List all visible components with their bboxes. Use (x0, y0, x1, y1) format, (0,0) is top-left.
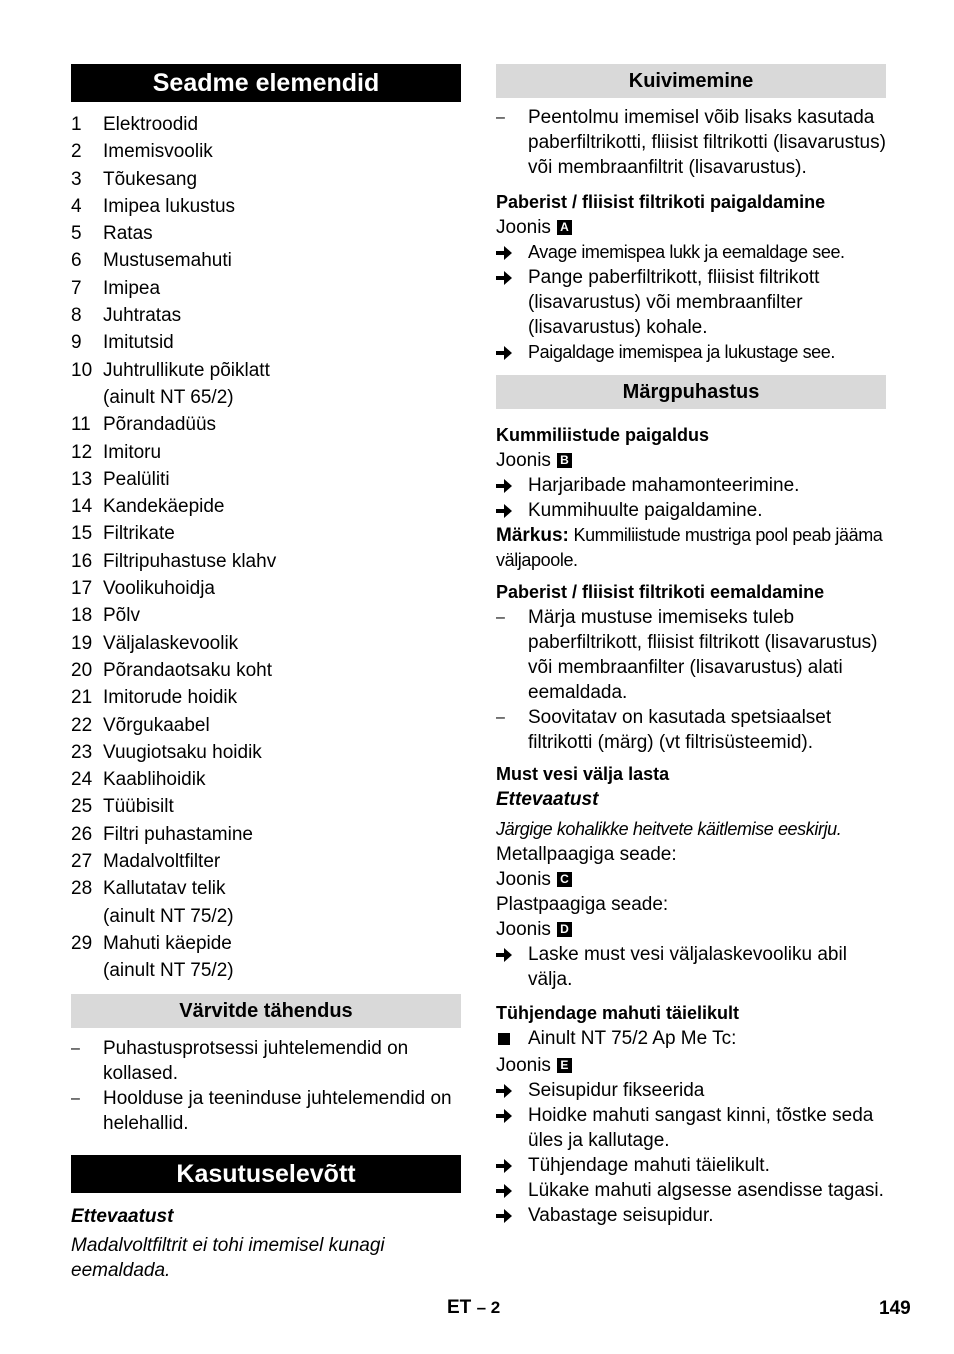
footer-section: – 2 (476, 1298, 501, 1317)
caution-text-right: Järgige kohalikke heitvete käitlemise eeskirju. (496, 819, 842, 839)
heading-dry-vacuuming: Kuivimemine (496, 64, 886, 98)
item-text: Juhtrullikute põiklatt (103, 359, 270, 381)
figure-ref-c (496, 867, 886, 892)
footer-language (447, 1297, 500, 1319)
item-number: 4 (71, 195, 82, 217)
heading-wet-cleaning: Märgpuhastus (496, 375, 886, 409)
list-item (71, 111, 461, 138)
dash-mark: – (496, 109, 505, 126)
subheading-remove-filter: Paberist / fliisist filtrikoti eemaldamine (496, 582, 825, 602)
item-number: 21 (71, 687, 93, 709)
item-number (71, 957, 103, 984)
list-item (71, 875, 461, 902)
dash-text: Märja mustuse imemiseks tuleb paberfiltrikott, fliisist filtrikott (lisavarustus) või membraanfilter (lisavarustus) alati eemaldada. (528, 607, 878, 703)
item-number: 1 (71, 114, 82, 135)
step-text: Hoidke mahuti sangast kinni, tõstke seda üles ja kallutage. (528, 1105, 874, 1151)
step-item (496, 240, 886, 265)
dash-mark: – (496, 709, 505, 726)
list-item (71, 575, 461, 602)
arrow-right-icon (496, 1103, 528, 1153)
list-item (71, 712, 461, 739)
list-item (71, 411, 461, 438)
item-text: Põlv (103, 605, 140, 627)
item-text: Tõukesang (103, 168, 198, 190)
note (496, 523, 886, 573)
item-text: Pealüliti (103, 468, 170, 490)
figure-label: Joonis (496, 450, 551, 471)
item-number: 5 (71, 223, 82, 245)
list-item (71, 520, 461, 547)
figure-ref-d (496, 917, 886, 942)
item-number: 25 (71, 796, 93, 818)
note-text: Kummiliistude mustriga pool peab jääma väljapoole. (496, 525, 883, 570)
item-number: 6 (71, 250, 82, 272)
element-list (71, 111, 461, 985)
step-item (496, 1103, 886, 1153)
dash-mark: – (496, 609, 505, 626)
item-number: 3 (71, 168, 82, 190)
figure-a-badge: A (557, 220, 572, 235)
step-text: Avage imemispea lukk ja eemaldage see. (528, 242, 845, 262)
item-text: Imipea (103, 277, 161, 299)
step-text: Paigaldage imemispea ja lukustage see. (528, 342, 835, 362)
item-text: Imitorude hoidik (103, 687, 238, 709)
list-item (71, 548, 461, 575)
step-item (496, 1078, 886, 1103)
caution-title: Ettevaatust (71, 1205, 174, 1227)
item-number: 9 (71, 332, 82, 354)
list-item (71, 739, 461, 766)
list-item (71, 602, 461, 629)
item-text: Kandekäepide (103, 496, 225, 518)
list-item (71, 302, 461, 329)
item-number: 7 (71, 277, 82, 299)
item-number: 27 (71, 851, 93, 873)
list-item (71, 957, 461, 984)
arrow-right-icon (496, 473, 528, 498)
model-note-text: Ainult NT 75/2 Ap Me Tc: (528, 1028, 737, 1049)
arrow-right-icon (496, 1203, 528, 1228)
step-text: Kummihuulte paigaldamine. (528, 500, 763, 521)
item-number: 29 (71, 932, 93, 954)
figure-ref-a (496, 215, 886, 240)
item-text: Põrandadüüs (103, 414, 217, 436)
heading-device-elements: Seadme elemendid (71, 64, 461, 102)
figure-label: Joonis (496, 217, 551, 238)
item-number: 11 (71, 414, 91, 436)
arrow-right-icon (496, 1078, 528, 1103)
step-item (496, 1203, 886, 1228)
item-number (71, 903, 103, 930)
item-text: Filtripuhastuse klahv (103, 550, 277, 572)
square-bullet-icon (496, 1026, 528, 1051)
figure-ref-e (496, 1053, 886, 1078)
item-number: 12 (71, 441, 93, 463)
list-item (71, 247, 461, 274)
item-number: 13 (71, 468, 93, 490)
caution-text: Madalvoltfiltrit ei tohi imemisel kunagi eemaldada. (71, 1234, 385, 1281)
item-number: 20 (71, 659, 93, 681)
step-item (496, 265, 886, 340)
item-number: 23 (71, 741, 93, 763)
caution-title-right: Ettevaatust (496, 789, 599, 810)
list-item (71, 903, 461, 930)
step-text: Harjaribade mahamonteerimine. (528, 475, 800, 496)
figure-label: Joonis (496, 919, 551, 940)
item-text: Voolikuhoidja (103, 578, 215, 600)
item-text: Kallutatav telik (103, 878, 226, 900)
item-number: 14 (71, 496, 93, 518)
arrow-right-icon (496, 942, 528, 992)
item-number: 18 (71, 605, 93, 627)
item-number: 28 (71, 878, 93, 900)
list-item (71, 684, 461, 711)
item-number: 26 (71, 823, 93, 845)
step-text: Pange paberfiltrikott, fliisist filtrikott (lisavarustus) või membraanfilter (lisavarustus) kohale. (528, 267, 820, 338)
step-text: Seisupidur fikseerida (528, 1080, 705, 1101)
item-number: 10 (71, 359, 93, 381)
arrow-right-icon (496, 498, 528, 523)
figure-c-badge: C (557, 872, 572, 887)
item-text: Väljalaskevoolik (103, 632, 239, 654)
list-item (71, 275, 461, 302)
rubber-steps (496, 473, 886, 523)
item-text: (ainult NT 75/2) (103, 905, 234, 927)
list-item (71, 466, 461, 493)
subheading-install-filter: Paberist / fliisist filtrikoti paigaldamine (496, 192, 826, 212)
note-label: Märkus: (496, 525, 569, 546)
step-item (496, 1153, 886, 1178)
list-item (71, 766, 461, 793)
item-text: Imemisvoolik (103, 141, 213, 163)
heading-color-meaning: Värvitde tähendus (71, 994, 461, 1028)
list-item (71, 357, 461, 384)
step-item (496, 473, 886, 498)
metal-tank-label: Metallpaagiga seade: (496, 844, 677, 865)
list-item (71, 848, 461, 875)
item-number: 24 (71, 769, 93, 791)
subheading-rubber-strips: Kummiliistude paigaldus (496, 425, 710, 445)
subheading-empty-tank: Tühjendage mahuti täielikult (496, 1003, 740, 1023)
item-text: Mahuti käepide (103, 932, 232, 954)
item-text: Imipea lukustus (103, 195, 236, 217)
list-item (71, 930, 461, 957)
item-number: 22 (71, 714, 93, 736)
figure-b-badge: B (557, 453, 572, 468)
dash-item (496, 605, 886, 705)
install-steps (496, 240, 886, 365)
arrow-right-icon (496, 340, 528, 365)
list-item (71, 439, 461, 466)
item-text: Imitutsid (103, 332, 174, 354)
dash-text: Puhastusprotsessi juhtelemendid on kollased. (103, 1037, 409, 1084)
figure-d-badge: D (557, 922, 572, 937)
subheading-drain-water: Must vesi välja lasta (496, 764, 670, 784)
dash-item (71, 1086, 461, 1136)
arrow-right-icon (496, 1153, 528, 1178)
drain-step-text: Laske must vesi väljalaskevooliku abil välja. (528, 944, 847, 990)
list-item (71, 220, 461, 247)
item-text: Filtrikate (103, 523, 175, 545)
arrow-right-icon (496, 265, 528, 340)
figure-label: Joonis (496, 869, 551, 890)
item-number: 16 (71, 550, 93, 572)
dash-text: Soovitatav on kasutada spetsiaalset filtrikotti (märg) (vt filtrisüsteemid). (528, 707, 832, 753)
dash-item (71, 1036, 461, 1086)
page-number: 149 (879, 1298, 911, 1319)
item-text: Ratas (103, 223, 153, 245)
dash-item (496, 705, 886, 755)
list-item (71, 657, 461, 684)
figure-label: Joonis (496, 1055, 551, 1076)
item-number: 2 (71, 141, 82, 163)
item-number: 15 (71, 523, 93, 545)
item-number: 19 (71, 632, 93, 654)
step-text: Lükake mahuti algsesse asendisse tagasi. (528, 1180, 884, 1201)
dash-mark: – (71, 1039, 80, 1057)
item-text: Mustusemahuti (103, 250, 232, 272)
empty-steps (496, 1078, 886, 1228)
color-list (71, 1036, 461, 1136)
item-text: Juhtratas (103, 305, 182, 327)
left-column (71, 64, 461, 1283)
item-text: Tüübisilt (103, 796, 174, 818)
item-number (71, 384, 103, 411)
footer-lang-code: ET (447, 1297, 472, 1318)
list-item (71, 329, 461, 356)
item-text: Imitoru (103, 441, 162, 463)
model-note (496, 1026, 886, 1051)
drain-step (496, 942, 886, 992)
list-item (71, 493, 461, 520)
list-item (71, 193, 461, 220)
item-text: Põrandaotsaku koht (103, 659, 273, 681)
step-item (496, 340, 886, 365)
item-text: (ainult NT 65/2) (103, 386, 234, 408)
right-column (496, 64, 886, 1228)
dry-note-text: Peentolmu imemisel võib lisaks kasutada paberfiltrikotti, fliisist filtrikotti (lisavarustus) või membraanfiltrit (lisavarustus). (528, 107, 886, 178)
dry-note (496, 105, 886, 180)
item-number: 17 (71, 578, 93, 600)
heading-commissioning: Kasutuselevõtt (71, 1155, 461, 1193)
item-text: (ainult NT 75/2) (103, 960, 234, 982)
item-number: 8 (71, 305, 82, 327)
item-text: Vuugiotsaku hoidik (103, 741, 262, 763)
list-item (71, 138, 461, 165)
list-item (71, 166, 461, 193)
arrow-right-icon (496, 240, 528, 265)
plastic-tank-label: Plastpaagiga seade: (496, 894, 669, 915)
list-item (71, 384, 461, 411)
step-text: Vabastage seisupidur. (528, 1205, 714, 1226)
item-text: Võrgukaabel (103, 714, 210, 736)
step-item (496, 498, 886, 523)
arrow-right-icon (496, 1178, 528, 1203)
list-item (71, 821, 461, 848)
remove-notes (496, 605, 886, 755)
step-item (496, 1178, 886, 1203)
list-item (71, 793, 461, 820)
dash-text: Hoolduse ja teeninduse juhtelemendid on helehallid. (103, 1087, 452, 1134)
item-text: Kaablihoidik (103, 769, 206, 791)
list-item (71, 630, 461, 657)
item-text: Madalvoltfilter (103, 851, 221, 873)
item-text: Filtri puhastamine (103, 823, 253, 845)
dash-mark: – (71, 1089, 80, 1107)
item-text: Elektroodid (103, 114, 199, 135)
figure-e-badge: E (557, 1058, 572, 1073)
figure-ref-b (496, 448, 886, 473)
step-text: Tühjendage mahuti täielikult. (528, 1155, 770, 1176)
